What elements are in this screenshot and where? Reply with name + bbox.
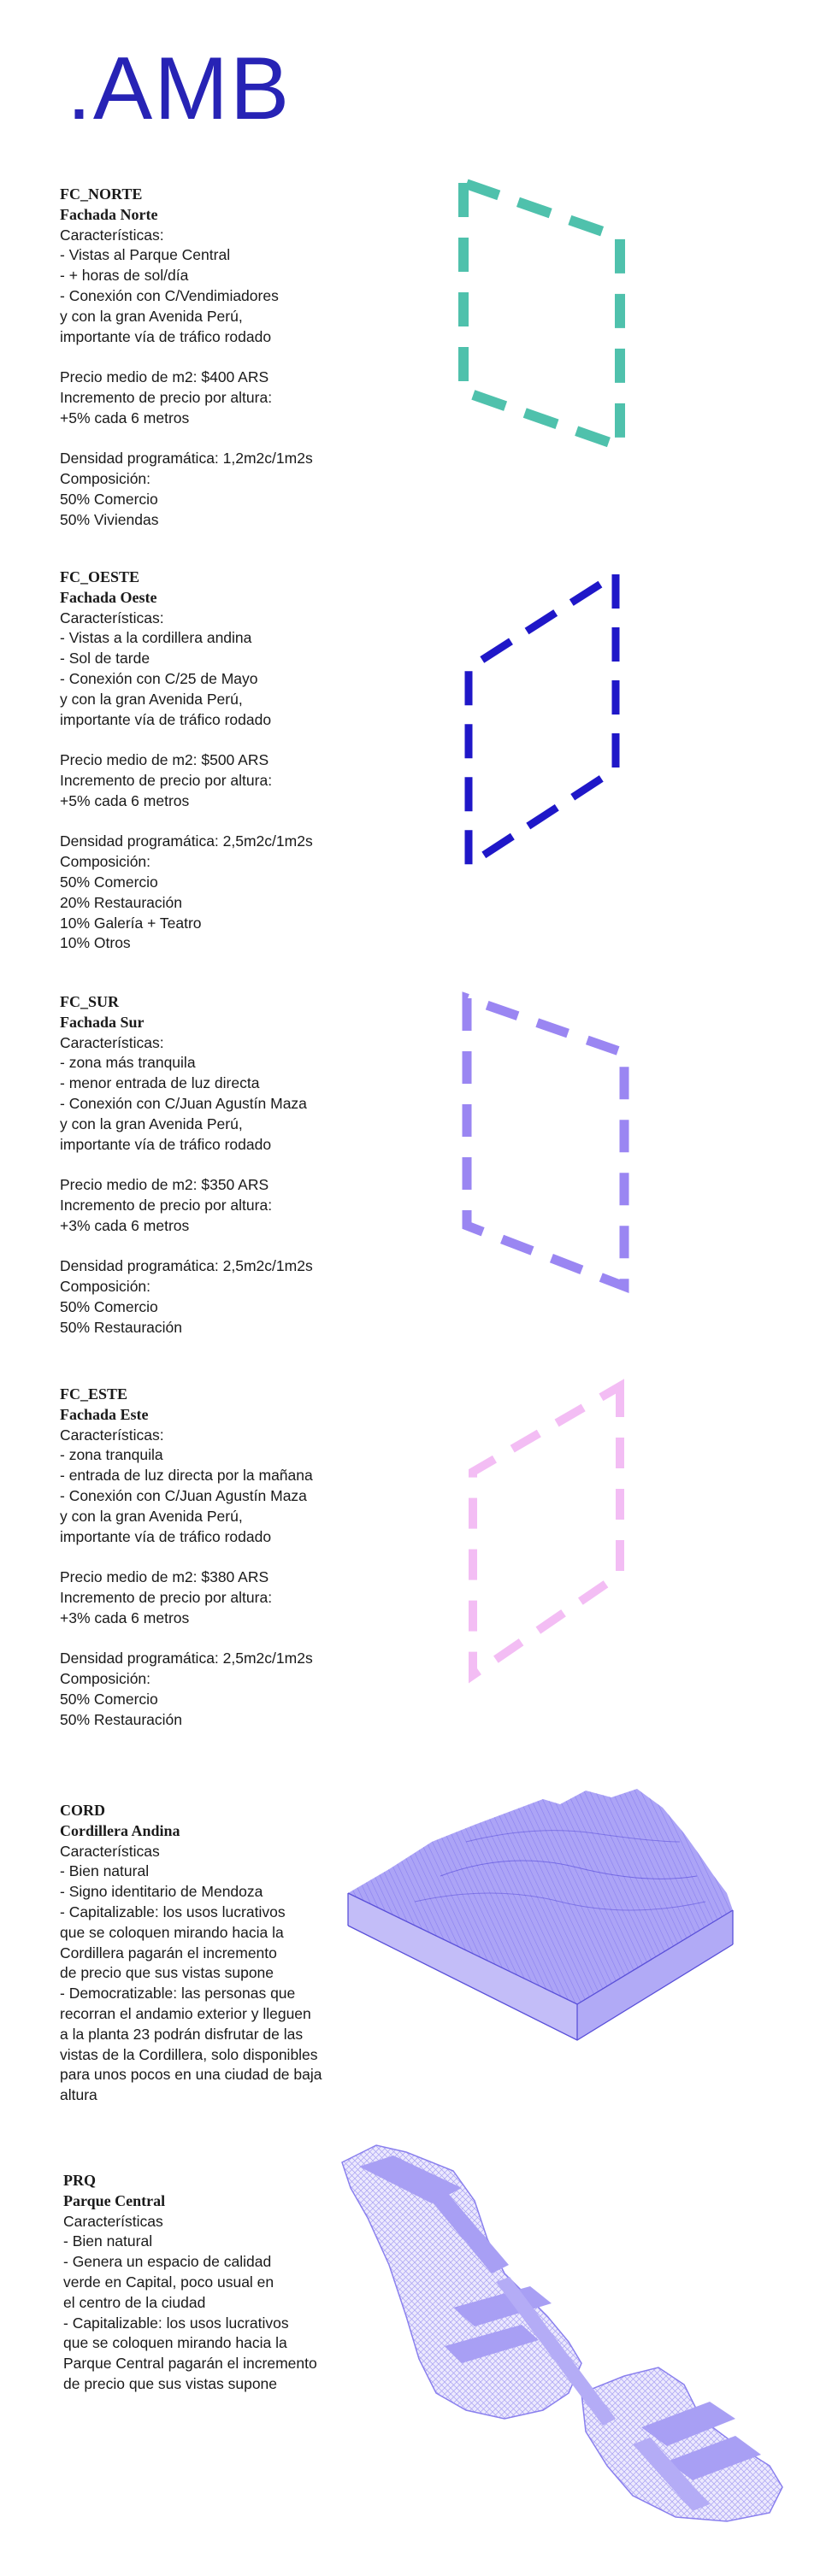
description-line: Características: xyxy=(60,1426,164,1444)
description-line: - Sol de tarde xyxy=(60,650,150,668)
description-line: verde en Capital, poco usual en xyxy=(63,2273,274,2291)
description-line: Cordillera pagarán el incremento xyxy=(60,1944,277,1961)
description-line: - zona más tranquila xyxy=(60,1054,196,1072)
description-line: el centro de la ciudad xyxy=(63,2293,206,2311)
spacer xyxy=(60,347,368,368)
facade-norte-outline xyxy=(445,171,650,462)
spacer xyxy=(60,1237,368,1257)
description-line: Características: xyxy=(60,609,164,626)
description-line: a la planta 23 podrán disfrutar de las xyxy=(60,2025,304,2043)
description-line: y con la gran Avenida Perú, xyxy=(60,307,243,325)
description-line: Parque Central pagarán el incremento xyxy=(63,2355,317,2373)
description-line: - Capitalizable: los usos lucrativos xyxy=(63,2314,289,2332)
description-line: y con la gran Avenida Perú, xyxy=(60,1115,243,1132)
description-line: - Capitalizable: los usos lucrativos xyxy=(60,1903,286,1920)
section-code: CORD xyxy=(60,1802,105,1819)
spacer xyxy=(60,1629,368,1650)
spacer xyxy=(60,730,368,750)
description-line: importante vía de tráfico rodado xyxy=(60,327,272,345)
description-line: Precio medio de m2: $380 ARS xyxy=(60,1568,269,1586)
description-line: importante vía de tráfico rodado xyxy=(60,710,272,728)
description-line: altura xyxy=(60,2086,97,2104)
facade-sur-outline xyxy=(445,983,650,1308)
spacer xyxy=(60,429,368,450)
description-line: Densidad programática: 2,5m2c/1m2s xyxy=(60,832,313,850)
description-line: Composición: xyxy=(60,1278,151,1296)
description-line: vistas de la Cordillera, solo disponibles xyxy=(60,2045,318,2063)
facade-oeste-outline xyxy=(445,564,650,889)
description-line: Composición: xyxy=(60,853,151,871)
description-line: 20% Restauración xyxy=(60,893,182,911)
section-code: FC_ESTE xyxy=(60,1385,128,1403)
description-line: para unos pocos en una ciudad de baja xyxy=(60,2066,322,2084)
description-line: Incremento de precio por altura: xyxy=(60,1196,273,1214)
description-line: +5% cada 6 metros xyxy=(60,409,190,426)
facade-este-outline xyxy=(445,1376,650,1701)
description-line: - Conexión con C/Juan Agustín Maza xyxy=(60,1486,307,1504)
description-line: Incremento de precio por altura: xyxy=(60,771,273,789)
description-line: que se coloquen mirando hacia la xyxy=(60,1923,284,1941)
description-line: - Vistas al Parque Central xyxy=(60,246,231,264)
description-line: +3% cada 6 metros xyxy=(60,1216,190,1234)
section-fc-este xyxy=(60,1385,368,1731)
description-line: - zona tranquila xyxy=(60,1446,163,1464)
description-line: Incremento de precio por altura: xyxy=(60,388,273,406)
section-title: Fachada Oeste xyxy=(60,588,157,606)
description-line: - entrada de luz directa por la mañana xyxy=(60,1467,313,1485)
spacer xyxy=(60,1155,368,1175)
description-line: Densidad programática: 2,5m2c/1m2s xyxy=(60,1257,313,1275)
cordillera-terrain-model xyxy=(338,1773,748,2056)
description-line: +5% cada 6 metros xyxy=(60,791,190,809)
section-fc-sur xyxy=(60,992,368,1338)
description-line: y con la gran Avenida Perú, xyxy=(60,1507,243,1525)
description-line: - Vistas a la cordillera andina xyxy=(60,629,252,647)
description-line: 10% Otros xyxy=(60,934,131,952)
description-line: Densidad programática: 2,5m2c/1m2s xyxy=(60,1650,313,1667)
section-title: Fachada Este xyxy=(60,1405,149,1423)
description-line: Características: xyxy=(60,1033,164,1051)
section-description xyxy=(60,609,368,955)
section-code: FC_NORTE xyxy=(60,185,143,203)
section-code: FC_OESTE xyxy=(60,568,140,585)
section-title: Fachada Norte xyxy=(60,205,158,223)
description-line: - Conexión con C/Vendimiadores xyxy=(60,286,279,304)
brand-logo: .AMB xyxy=(67,39,292,138)
description-line: +3% cada 6 metros xyxy=(60,1609,190,1626)
description-line: - Bien natural xyxy=(63,2232,153,2250)
description-line: de precio que sus vistas supone xyxy=(60,1964,274,1982)
description-line: de precio que sus vistas supone xyxy=(63,2374,278,2392)
description-line: Precio medio de m2: $350 ARS xyxy=(60,1176,269,1194)
description-line: 50% Restauración xyxy=(60,1318,182,1336)
description-line: - Genera un espacio de calidad xyxy=(63,2253,272,2271)
description-line: Precio medio de m2: $400 ARS xyxy=(60,368,269,386)
description-line: Incremento de precio por altura: xyxy=(60,1588,273,1606)
section-description xyxy=(60,226,368,531)
section-fc-oeste xyxy=(60,568,368,954)
description-line: - menor entrada de luz directa xyxy=(60,1074,260,1092)
description-line: - Conexión con C/25 de Mayo xyxy=(60,669,258,687)
description-line: Composición: xyxy=(60,470,151,488)
spacer xyxy=(60,812,368,832)
description-line: que se coloquen mirando hacia la xyxy=(63,2334,287,2352)
description-line: recorran el andamio exterior y lleguen xyxy=(60,2004,311,2022)
description-line: Características xyxy=(63,2212,163,2230)
spacer xyxy=(60,1547,368,1567)
description-line: 50% Comercio xyxy=(60,1690,158,1708)
description-line: Precio medio de m2: $500 ARS xyxy=(60,751,269,769)
description-line: 50% Comercio xyxy=(60,873,158,891)
section-title: Fachada Sur xyxy=(60,1013,145,1031)
section-code: FC_SUR xyxy=(60,993,120,1010)
section-cord xyxy=(60,1801,368,2106)
description-line: 50% Comercio xyxy=(60,490,158,508)
section-fc-norte xyxy=(60,185,368,531)
description-line: Características xyxy=(60,1842,160,1860)
section-title: Parque Central xyxy=(63,2191,166,2209)
description-line: Composición: xyxy=(60,1670,151,1688)
description-line: - Democratizable: las personas que xyxy=(60,1985,296,2003)
description-line: y con la gran Avenida Perú, xyxy=(60,690,243,708)
description-line: importante vía de tráfico rodado xyxy=(60,1135,272,1153)
description-line: 10% Galería + Teatro xyxy=(60,914,202,932)
section-description xyxy=(60,1033,368,1338)
description-line: 50% Comercio xyxy=(60,1297,158,1315)
section-description xyxy=(60,1842,368,2106)
section-code: PRQ xyxy=(63,2172,96,2189)
description-line: - Signo identitario de Mendoza xyxy=(60,1883,263,1901)
description-line: - Bien natural xyxy=(60,1862,150,1880)
section-title: Cordillera Andina xyxy=(60,1821,180,1839)
description-line: 50% Restauración xyxy=(60,1710,182,1728)
description-line: - + horas de sol/día xyxy=(60,267,189,285)
parque-central-model xyxy=(325,2137,804,2530)
description-line: 50% Viviendas xyxy=(60,510,159,528)
description-line: Densidad programática: 1,2m2c/1m2s xyxy=(60,450,313,468)
description-line: importante vía de tráfico rodado xyxy=(60,1527,272,1545)
description-line: Características: xyxy=(60,226,164,244)
section-description xyxy=(60,1426,368,1731)
description-line: - Conexión con C/Juan Agustín Maza xyxy=(60,1094,307,1112)
